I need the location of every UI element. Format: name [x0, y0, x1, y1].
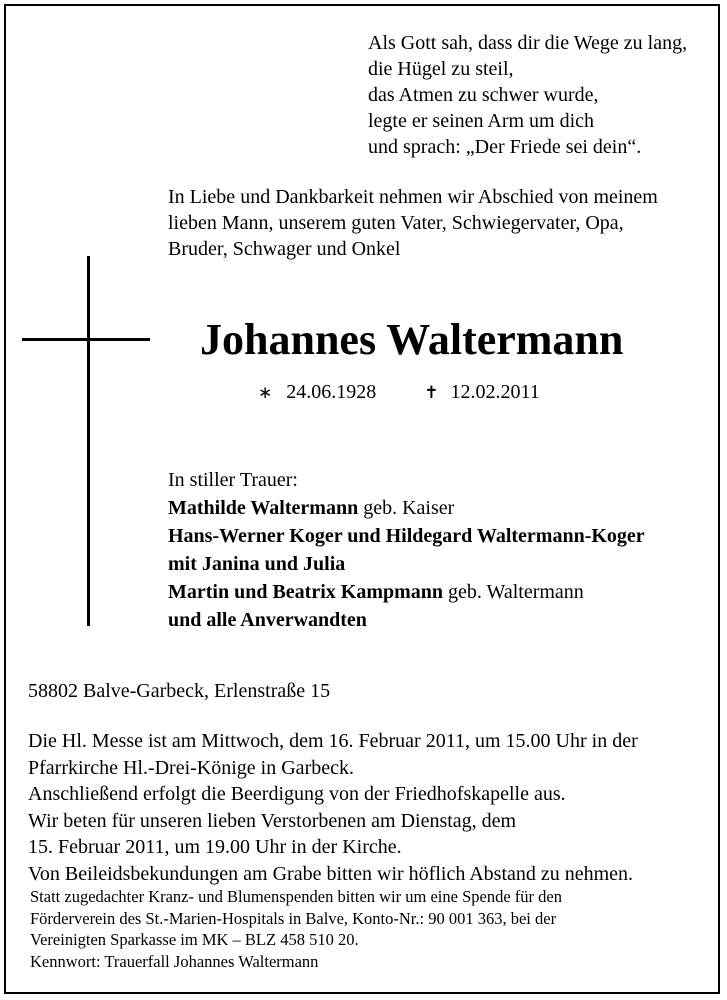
mourner-line	[168, 606, 645, 634]
mourner-suffix: geb. Waltermann	[443, 581, 584, 603]
farewell-intro	[168, 184, 658, 262]
deceased-name: Johannes Waltermann	[200, 315, 624, 364]
mourner-line	[168, 494, 645, 522]
poem-line: Als Gott sah, dass dir die Wege zu lang,	[368, 32, 688, 54]
notice-line: Pfarrkirche Hl.-Drei-Könige in Garbeck.	[28, 756, 354, 779]
notice-line: Von Beileidsbekundungen am Grabe bitten wir höflich Abstand zu nehmen.	[28, 862, 634, 885]
cross-icon-vertical-bar	[87, 256, 90, 626]
donation-line: Förderverein des St.-Marien-Hospitals in Balve, Konto-Nr.: 90 001 363, bei der	[30, 908, 557, 928]
birth-date: 24.06.1928	[286, 381, 377, 403]
family-address: 58802 Balve-Garbeck, Erlenstraße 15	[28, 680, 331, 702]
poem-line: und sprach: „Der Friede sei dein“.	[368, 136, 642, 158]
mourner-name: Mathilde Waltermann	[168, 497, 359, 519]
funeral-notice	[28, 728, 638, 887]
life-dates	[258, 379, 540, 406]
mourner-name: und alle Anverwandten	[168, 609, 367, 631]
mourner-line	[168, 550, 645, 578]
notice-line: Die Hl. Messe ist am Mittwoch, dem 16. Februar 2011, um 15.00 Uhr in der	[28, 730, 638, 752]
mourner-name: mit Janina und Julia	[168, 553, 346, 575]
death-cross-icon: ✝	[424, 383, 439, 403]
donation-line: Statt zugedachter Kranz- und Blumenspenden bitten wir um eine Spende für den	[30, 887, 562, 906]
donation-line: Vereinigten Sparkasse im MK – BLZ 458 510 20.	[30, 930, 359, 949]
mourner-name: Martin und Beatrix Kampmann	[168, 581, 444, 603]
notice-line: Anschließend erfolgt die Beerdigung von der Friedhofskapelle aus.	[28, 783, 566, 805]
poem	[368, 30, 687, 160]
mourners-heading: In stiller Trauer:	[168, 469, 298, 491]
poem-line: das Atmen zu schwer wurde,	[368, 84, 599, 106]
mourner-line	[168, 522, 645, 550]
notice-line: Wir beten für unseren lieben Verstorbenen am Dienstag, dem	[28, 809, 517, 832]
intro-line: lieben Mann, unserem guten Vater, Schwiegervater, Opa,	[168, 212, 624, 234]
notice-line: 15. Februar 2011, um 19.00 Uhr in der Kirche.	[28, 836, 402, 858]
poem-line: die Hügel zu steil,	[368, 58, 514, 80]
donation-line: Kennwort: Trauerfall Johannes Waltermann	[30, 951, 319, 971]
intro-line: In Liebe und Dankbarkeit nehmen wir Abschied von meinem	[168, 186, 658, 208]
intro-line: Bruder, Schwager und Onkel	[168, 238, 401, 260]
mourner-name: Hans-Werner Koger und Hildegard Waltermann-Koger	[168, 525, 645, 547]
poem-line: legte er seinen Arm um dich	[368, 110, 595, 132]
donation-request	[30, 886, 562, 972]
mourners-list	[168, 466, 645, 634]
mourner-suffix: geb. Kaiser	[358, 497, 455, 519]
death-date: 12.02.2011	[450, 381, 540, 403]
mourner-line	[168, 578, 645, 606]
birth-star-icon: ∗	[258, 383, 273, 403]
cross-icon-horizontal-bar	[22, 338, 150, 341]
